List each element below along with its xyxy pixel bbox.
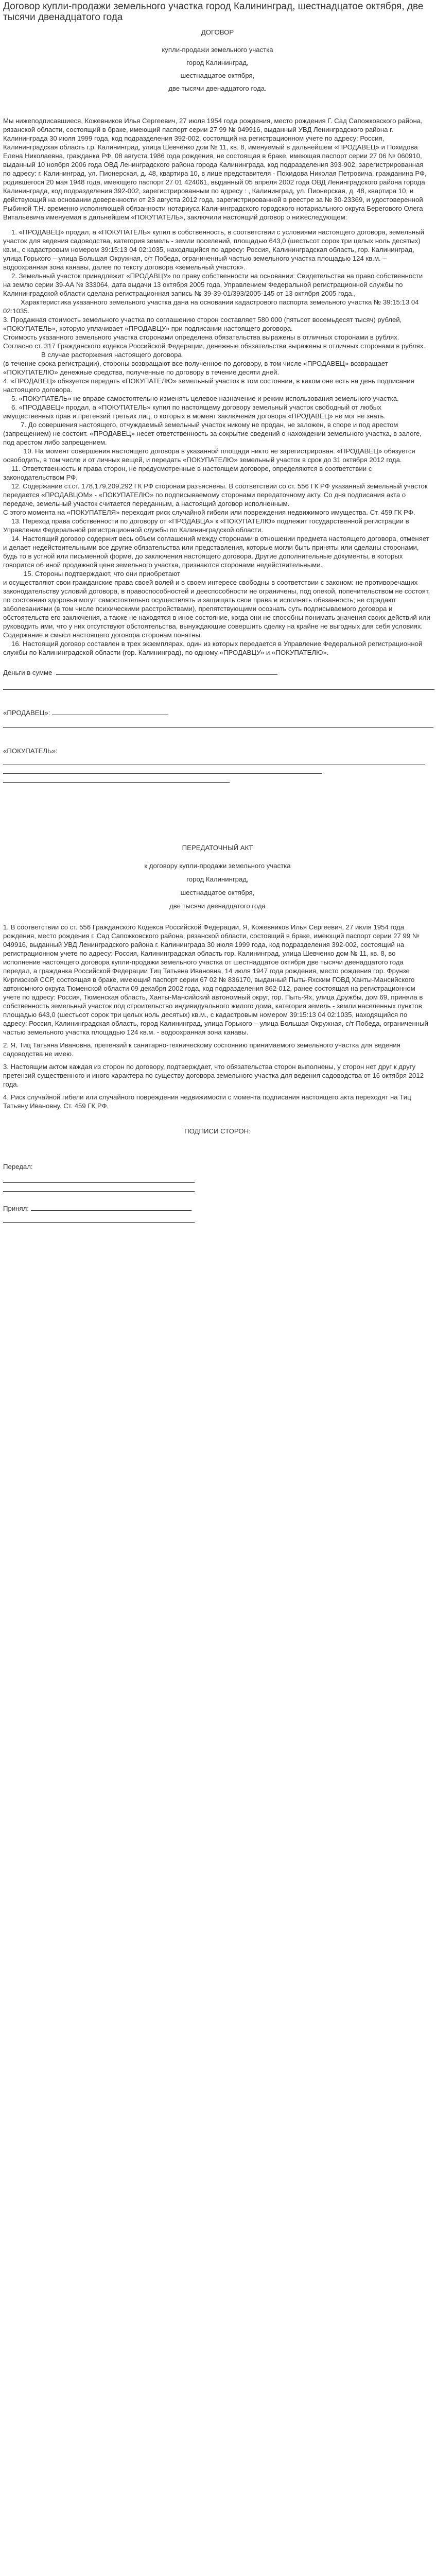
header-line: две тысячи двенадцатого года.	[168, 84, 267, 92]
clause: 12. Содержание ст.ст. 178,179,209,292 ГК РФ сторонам разъяснены. В соответствии со ст. 556 ГК РФ указанный земельный участок передается «ПРОДАВЦОМ» - «ПОКУПАТЕЛЮ» по подписываемому сторонами передаточному акту. Со дня подписания акта о передаче, земельный участок считается переданным, а настоящий договор исполненным.	[3, 482, 428, 507]
clause: 6. «ПРОДАВЕЦ» продал, а «ПОКУПАТЕЛЬ» купил по настоящему договору земельный участок свободный от любых имущественных прав и претензий третьих лиц, о которых в момент заключения договора «ПРОДАВЕЦ» не мог не знать.	[3, 403, 386, 420]
seller-signature-line	[52, 709, 168, 715]
clause: 2. Земельный участок принадлежит «ПРОДАВЦУ» по праву собственности на основании: Свидетельства на право собственности на землю серии 39-АА № 333064, дата выдачи 13 октября 2005 года, Управлением Федеральной регистрационной службы по Калининградской области сделана регистрационная запись № 39-39-01/393/2005-145 от 13 октября 2005 года.,	[3, 272, 423, 297]
money-line	[3, 668, 432, 677]
clause: 4. «ПРОДАВЕЦ» обязуется передать «ПОКУПАТЕЛЮ» земельный участок в том состоянии, в каком оне есть на день подписания настоящего договора.	[3, 377, 414, 394]
act-item: 2. Я, Тиц Татьяна Ивановна, претензий к санитарно-техническому состоянию принимаемого земельного участка для ведения садоводства не имею.	[3, 1041, 400, 1058]
received-label	[3, 1204, 432, 1213]
contract-header	[3, 28, 432, 93]
clause: 3. Продажная стоимость земельного участка по соглашению сторон составляет 580 000 (пятьсот восемьдесят тысяч) рублей, «ПОКУПАТЕЛЬ», которую уплачивает «ПРОДАВЦУ» при подписании настоящего договора.	[3, 316, 402, 332]
received-label-text: Принял:	[3, 1205, 29, 1212]
signature-line	[3, 777, 230, 783]
clause: Стоимость указанного земельного участка сторонами определена обязательства выражены в отличных сторонами в рублях.	[3, 333, 399, 341]
clause: 10. На момент совершения настоящего договора в указанной площади никто не зарегистрирован. «ПРОДАВЕЦ» обязуется освободить, в том числе и от личных вещей, и передать «ПОКУПАТЕЛЮ» земельный участок в срок до 31 октября 2012 года.	[3, 447, 415, 464]
clause: В случае расторжения настоящего договора	[41, 351, 182, 359]
clause: и осуществляют свои гражданские права своей волей и в своем интересе свободны в соответствии с законом: не противоречащих законодательству условий договора, в правоспособностей и дееспособности не ограничены, под опекой, попечительством не состоят, по состоянию здоровья могут самостоятельно осуществлять и защищать свои права и исполнять обязанность; не страдают заболеваниями (в том числе психическими расстройствами), препятствующими осознать суть подписываемого договора и обстоятельств его заключения, а также не находятся в иное состояние, когда они не способны понимать значения своих действий или руководить ими, что у них отсутствуют обстоятельства, вынуждающие совершить сделку на крайне не выгодных для себя условиях. Содержание и смысл настоящего договора сторонам понятны.	[3, 579, 430, 639]
clause: Характеристика указанного земельного участка дана на основании кадастрового паспорта земельного участка № 39:15:13 04 02:1035.	[3, 298, 419, 315]
header-line: купли-продажи земельного участка	[162, 46, 273, 54]
buyer-signature-label: «ПОКУПАТЕЛЬ»:	[3, 747, 58, 755]
signatures-heading: ПОДПИСИ СТОРОН:	[184, 1127, 251, 1135]
clause: 13. Переход права собственности по договору от «ПРОДАВЦА» к «ПОКУПАТЕЛЮ» подлежит государственной регистрации в Управлении Федеральной регистрационной службы по Калининградской области.	[3, 517, 409, 534]
act-heading: ПЕРЕДАТОЧНЫЙ АКТ	[182, 844, 253, 852]
transferred-label: Передал:	[3, 1163, 33, 1171]
clause: 11. Ответственность и права сторон, не предусмотренные в настоящем договоре, определяются в соответствии с законодательством РФ.	[3, 465, 372, 481]
act-item: 1. В соответствии со ст. 556 Гражданского Кодекса Российской Федерации, Я, Кожевников Илья Сергеевич, 27 июля 1954 года рождения, место рождения г. Сад Сапожковского района, рязанской области, состоящий в браке, имеющий паспорт серии 27 99 № 049916, выданный УВД Ленинградского района г. Калининграда 30 июля 1999 года, код подразделения 392-002, состоящий на регистрационном учете по адресу: Россия, Калининградская область гор. Калининград, улица Шевченко дом № 11, кв. 8, во исполнение настоящего договора купли-продажи земельного участка от шестнадцатое октября две тысячи двенадцатого года передал, а гражданка Российской Федерации Тиц Татьяна Ивановна, 14 июля 1947 года рождения, место рождения гор. Фрунзе Киргизской ССР, состоящая в браке, имеющий паспорт серии 67 02 № 836170, выданный Пыть-Яхским ГОВД Ханты-Мансийского автономного округа Тюменской области 09 декабря 2002 года, код подразделения 862-012, ранее состоящая на регистрационном учете по адресу: Россия, Тюменская область, Ханты-Мансийский автономный округ, гор. Пыть-Ях, улица Дружбы, дом 69, приняла в собственность земельный участок под строительство индивидуального жилого дома, категория земель - земли населенных пунктов площадью 643,0 (шестьсот сорок три целых ноль десятых) кв.м., с кадастровым номером 39:15:13 04 02:1035, находящийся по адресу: Россия, Калининградская область, город Калининград, улица Горького – улица Большая Окружная, с/т Победа, ограниченный частью земельного участка площадью 124 кв.м. - водоохранная зона канавы.	[3, 923, 428, 1036]
document-page	[0, 0, 436, 1223]
page-title: Договор купли-продажи земельного участка город Калининград, шестнадцатое октября, две тысячи двенадцатого года	[3, 1, 424, 23]
act-line: город Калининград,	[186, 875, 249, 883]
signature-line	[3, 1186, 195, 1192]
act-item: 4. Риск случайной гибели или случайного повреждения недвижимости с момента подписания настоящего акта переходят на Тиц Татьяну Ивановну. Ст. 459 ГК РФ.	[3, 1093, 411, 1110]
clause: Согласно ст. 317 Гражданского кодекса Российской Федерации, денежные обязательства выражены в отличных сторонами в рублях.	[3, 342, 425, 350]
clause: 14. Настоящий договор содержит весь объем соглашений между сторонами в отношении предмета настоящего договора, отменяет и делает недействительными все другие обязательства или представления, которые могли быть приняты или сделаны сторонами, будь то в устной или письменной форме, до заключения настоящего договора. Другие дополнительные документы, в которых говорится об иной продажной цене земельного участка, признаются сторонами недействительными.	[3, 535, 429, 569]
signature-line	[3, 684, 434, 690]
seller-signature-label: «ПРОДАВЕЦ»:	[3, 709, 50, 717]
money-label: Деньги в сумме	[3, 669, 53, 676]
clause: 7. До совершения настоящего, отчуждаемый земельный участок никому не продан, не заложен, в споре и под арестом (запрещением) не состоит. «ПРОДАВЕЦ» несет ответственность за сокрытие сведений о нахождении земельного участка, в залоге, под арестом либо запрещением.	[3, 421, 422, 446]
clause: 15. Стороны подтверждают, что они приобретают	[24, 570, 180, 578]
signature-line	[3, 1177, 195, 1183]
act-line: к договору купли-продажи земельного участка	[144, 862, 291, 870]
signature-line	[3, 722, 433, 728]
money-underline	[56, 668, 277, 675]
signature-line	[3, 759, 425, 765]
signature-line	[3, 1217, 195, 1223]
contract-word: ДОГОВОР	[201, 28, 234, 36]
act-line: шестнадцатое октября,	[180, 889, 255, 896]
clause: (в течение срока регистрации), стороны возвращают все полученное по договору, в том числе «ПРОДАВЕЦ» возвращает «ПОКУПАТЕЛЮ» денежные средства, полученные по договору в течение десяти дней.	[3, 360, 388, 376]
act-line: две тысячи двенадцатого года	[169, 902, 266, 910]
header-line: шестнадцатое октября,	[180, 72, 255, 79]
clause: С этого момента на «ПОКУПАТЕЛЯ» переходит риск случайной гибели или повреждения недвижимого имущества. Ст. 459 ГК РФ.	[3, 509, 415, 516]
received-underline	[31, 1205, 191, 1211]
act-item: 3. Настоящим актом каждая из сторон по договору, подтверждает, что обязательства сторон выполнены, у сторон нет друг к другу претензий существенного и иного характера по существу договора земельного участка для ведения садоводства от 16 октября 2012 года.	[3, 1063, 424, 1088]
clause: 16. Настоящий договор составлен в трех экземплярах, один из которых передается в Управление Федеральной регистрационной службы по Калининградской области (гор. Калининград), по одному «ПРОДАВЦУ» и «ПОКУПАТЕЛЮ».	[3, 640, 423, 656]
signature-line	[3, 768, 322, 774]
clause: 1. «ПРОДАВЕЦ» продал, а «ПОКУПАТЕЛЬ» купил в собственность, в соответствии с условиями настоящего договора, земельный участок для ведения садоводства, категория земель - земли поселений, площадью 643,0 (шестьсот сорок три целых ноль десятых) кв.м., с кадастровым номером 39:15:13 04 02:1035, находящийся по адресу: Россия, Калининградская область, гор. Калининград, улица Горького – улица Большая Окружная, с/т Победа, ограниченный частью земельного участка площадью 124 кв.м. – водоохранная зона канавы, далее по тексту договора «земельный участок».	[3, 228, 425, 271]
header-line: город Калининград,	[186, 59, 249, 66]
preamble: Мы нижеподписавшиеся, Кожевников Илья Сергеевич, 27 июля 1954 года рождения, место рождения Г. Сад Сапожковского района, рязанской области, состоящий в браке, имеющий паспорт серии 27 99 № 049916, выданный УВД Ленинградского района г. Калининграда 30 июля 1999 года, код подразделения 392-002, состоящий на регистрационном учете по адресу: Россия, Калининградская область г.р. Калининград, улица Шевченко дом № 11, кв. 8, именуемый в дальнейшем «ПРОДАВЕЦ» и Похидова Елена Николаевна, гражданка РФ, 08 августа 1986 года рождения, не состоящая в браке, имеющая паспорт серии 27 06 № 060910, выданный 10 ноября 2006 года ОВД Ленинградского района города Калининграда, код подразделения 393-902, зарегистрированная по адресу: г. Калининград, ул. Пионерская, д. 48, квартира 10, в лице представителя - Похидова Николая Петровича, гражданина РФ, родившегося 20 мая 1948 года, имеющего паспорт 27 01 424061, выданный 05 апреля 2002 года ОВД Ленинградского района города Калининграда, код подразделения 392-002, зарегистрированным по адресу : , Калининград, ул. Пионерская, д. 48, квартира 10, и действующий на основании доверенности от 23 августа 2012 года, зарегистрированной в реестре за № 30-23369, и удостоверенной Рыбиной Т.Н. временно исполняющей обязанности нотариуса Калининградского городского нотариального округа Берегового Олега Витальевича именуемая в дальнейшем «ПОКУПАТЕЛЬ», заключили настоящий договор о нижеследующем:	[3, 117, 427, 221]
clause: 5. «ПОКУПАТЕЛЬ» не вправе самостоятельно изменять целевое назначение и режим использования земельного участка.	[11, 395, 399, 402]
